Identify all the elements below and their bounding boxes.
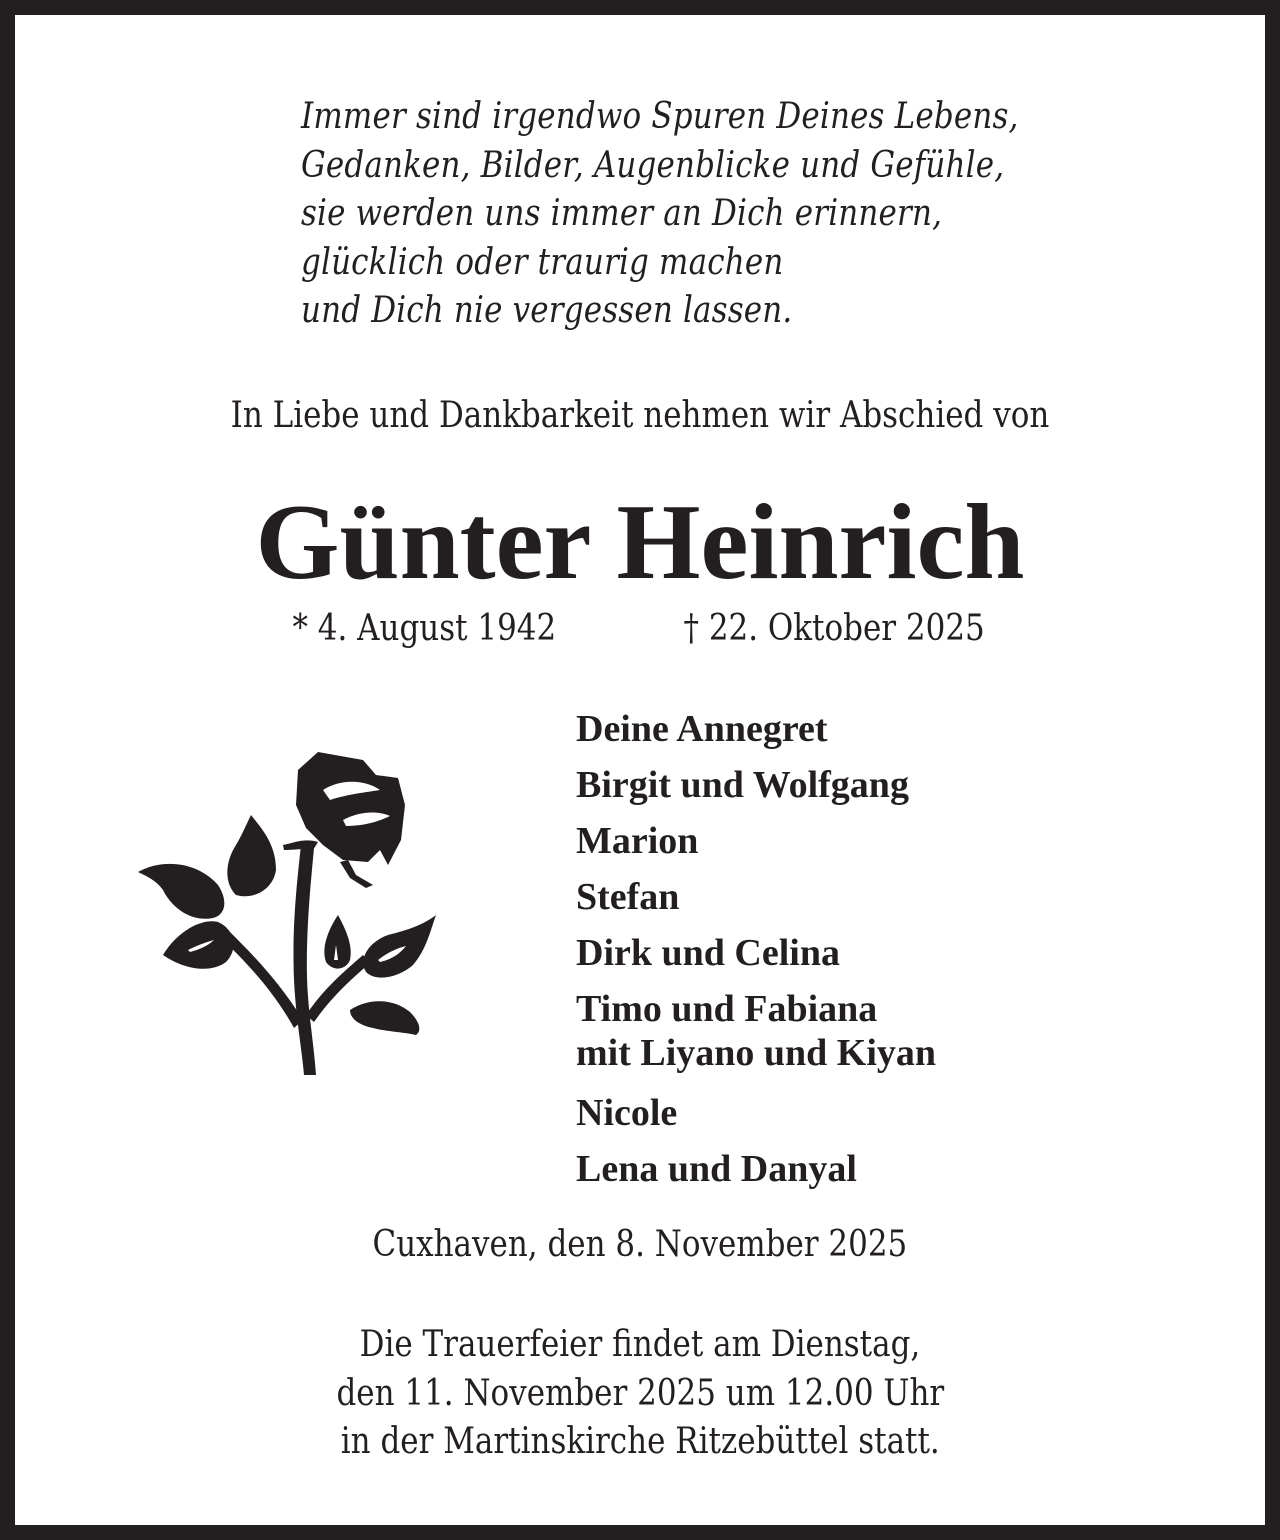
ceremony-line: Die Trauerfeier findet am Dienstag, (359, 1324, 921, 1365)
poem-line: glücklich oder traurig machen (301, 241, 784, 283)
poem-line: Gedanken, Bilder, Augenblicke und Gefühle, (301, 144, 1005, 186)
place-date-text: Cuxhaven, den 8. November 2025 (372, 1224, 908, 1265)
mourner-group (576, 981, 936, 1085)
mourner: Stefan (576, 876, 680, 918)
poem-line: und Dich nie vergessen lassen. (301, 290, 793, 331)
mourner: Timo und Fabiana (576, 988, 878, 1030)
obituary-notice (15, 15, 1265, 1525)
ceremony-info (15, 1321, 1265, 1467)
deceased-name: Günter Heinrich (255, 483, 1025, 602)
intro-text: In Liebe und Dankbarkeit nehmen wir Abschied von (230, 395, 1050, 436)
poem (301, 93, 1019, 336)
poem-line: Immer sind irgendwo Spuren Deines Lebens, (301, 96, 1019, 137)
life-dates (15, 605, 1265, 653)
place-date (15, 1221, 1265, 1269)
mourner: Marion (576, 820, 699, 862)
mourners-list (576, 701, 936, 1197)
mourner: Lena und Danyal (576, 1148, 857, 1190)
intro-line (15, 392, 1265, 440)
mourner: Deine Annegret (576, 708, 828, 750)
mourner: Dirk und Celina (576, 932, 840, 974)
death-date: † 22. Oktober 2025 (683, 608, 985, 649)
ceremony-line: den 11. November 2025 um 12.00 Uhr (336, 1372, 944, 1414)
mourner: Nicole (576, 1092, 678, 1134)
ceremony-line: in der Martinskirche Ritzebüttel statt. (340, 1421, 940, 1462)
mourner: Birgit und Wolfgang (576, 764, 909, 806)
mourner-sub: mit Liyano und Kiyan (576, 1032, 937, 1074)
birth-date: * 4. August 1942 (292, 608, 557, 649)
rose-icon (118, 750, 438, 1080)
poem-line: sie werden uns immer an Dich erinnern, (301, 193, 943, 234)
